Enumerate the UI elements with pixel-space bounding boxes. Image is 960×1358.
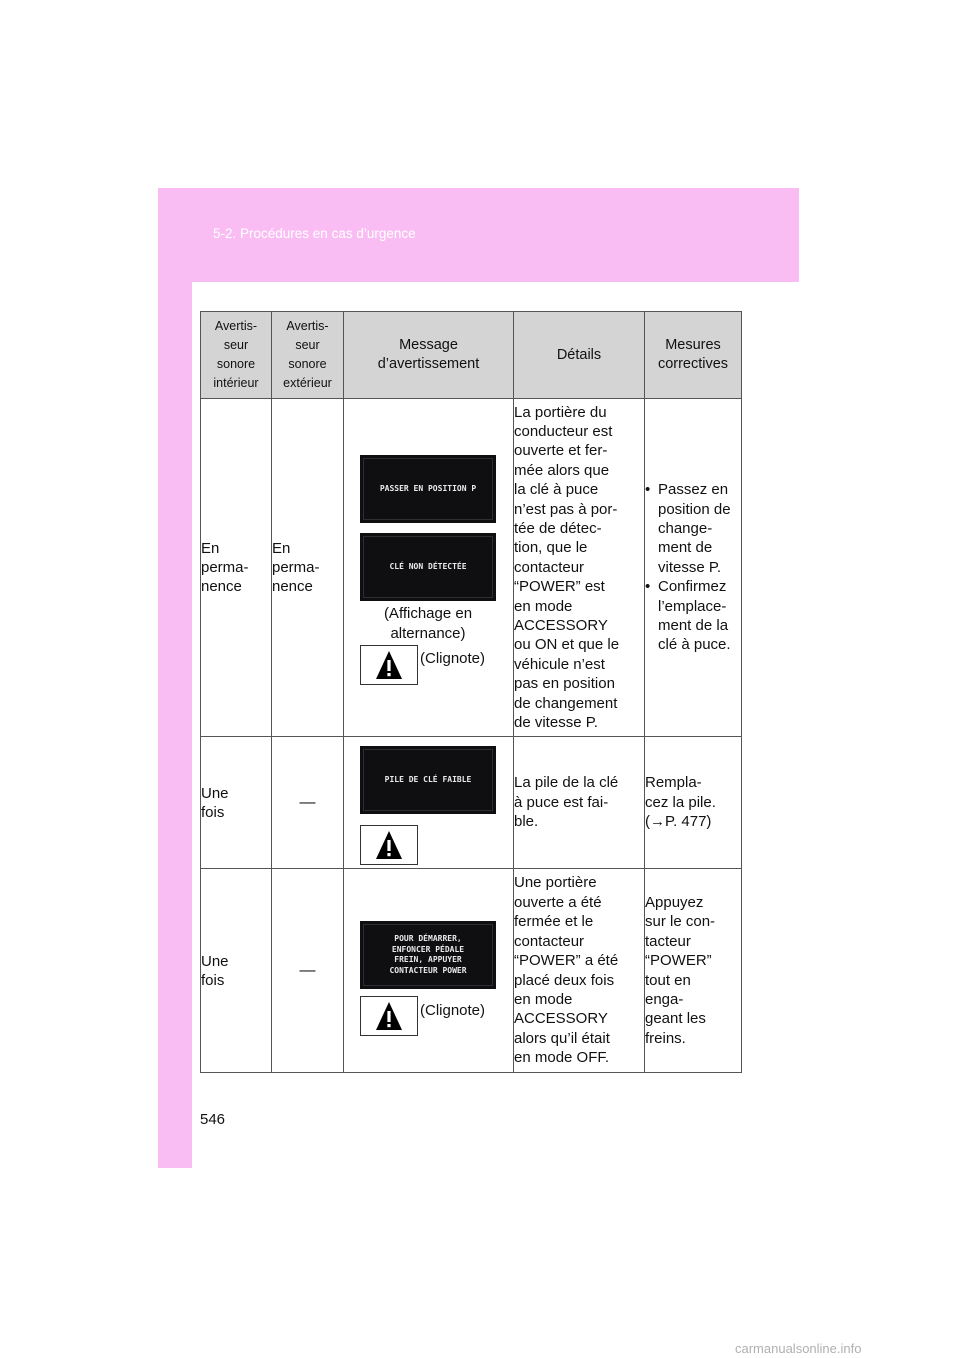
details-cell: Une portière ouverte a été fermée et le contacteur “POWER” a été placé deux fois en mode ACCESSORY alors qu’il était en mode OFF. xyxy=(514,869,645,1073)
warning-triangle-icon xyxy=(360,645,418,685)
measures-cell xyxy=(645,399,742,737)
table-row xyxy=(201,737,742,869)
interior-buzzer-cell: Une fois xyxy=(201,737,272,869)
interior-buzzer-cell: Une fois xyxy=(201,869,272,1073)
alternating-caption: (Affichage en alternance) xyxy=(383,605,473,642)
warning-triangle-icon xyxy=(360,825,418,865)
message-cell xyxy=(344,869,514,1073)
column-header-measures: Mesures correctives xyxy=(645,312,742,399)
warning-table xyxy=(200,311,742,1073)
column-header-exterior-buzzer: Avertis- seur sonore extérieur xyxy=(272,312,344,399)
table-row xyxy=(201,399,742,737)
blink-caption: (Clignote) xyxy=(420,1002,486,1019)
interior-buzzer-cell: En perma- nence xyxy=(201,399,272,737)
page-side-band xyxy=(158,188,192,1168)
details-cell: La pile de la clé à puce est fai- ble. xyxy=(514,737,645,869)
exterior-buzzer-cell: En perma- nence xyxy=(272,399,344,737)
column-header-message: Message d’avertissement xyxy=(344,312,514,399)
display-screen: PILE DE CLÉ FAIBLE xyxy=(360,746,496,814)
section-title: 5-2. Procédures en cas d’urgence xyxy=(213,226,416,241)
display-screen: PASSER EN POSITION P xyxy=(360,455,496,523)
table-row xyxy=(201,869,742,1073)
exterior-buzzer-cell: — xyxy=(272,869,344,1073)
column-header-details: Détails xyxy=(514,312,645,399)
measures-cell: Appuyez sur le con- tacteur “POWER” tout en enga- geant les freins. xyxy=(645,869,742,1073)
details-cell: La portière du conducteur est ouverte et fer- mée alors que la clé à puce n’est pas à por- tée de détec- tion, que le contacteur “POWER” est en mode ACCESSORY ou ON et que le véhicule n’est pas en position de changement de vitesse P. xyxy=(514,399,645,737)
warning-triangle-icon xyxy=(360,996,418,1036)
message-cell xyxy=(344,399,514,737)
display-screen: CLÉ NON DÉTECTÉE xyxy=(360,533,496,601)
measure-item: • Confirmez l’emplace- ment de la clé à puce. xyxy=(645,577,741,655)
page-number: 546 xyxy=(200,1111,226,1128)
message-cell xyxy=(344,737,514,869)
column-header-interior-buzzer: Avertis- seur sonore intérieur xyxy=(201,312,272,399)
display-screen: POUR DÉMARRER, ENFONCER PÉDALE FREIN, APPUYER CONTACTEUR POWER xyxy=(360,921,496,989)
exterior-buzzer-cell: — xyxy=(272,737,344,869)
measures-cell: Rempla- cez la pile. (→P. 477) xyxy=(645,737,742,869)
watermark: carmanualsonline.info xyxy=(735,1341,862,1356)
blink-caption: (Clignote) xyxy=(420,650,486,667)
measure-item: • Passez en position de change- ment de vitesse P. xyxy=(645,480,741,577)
